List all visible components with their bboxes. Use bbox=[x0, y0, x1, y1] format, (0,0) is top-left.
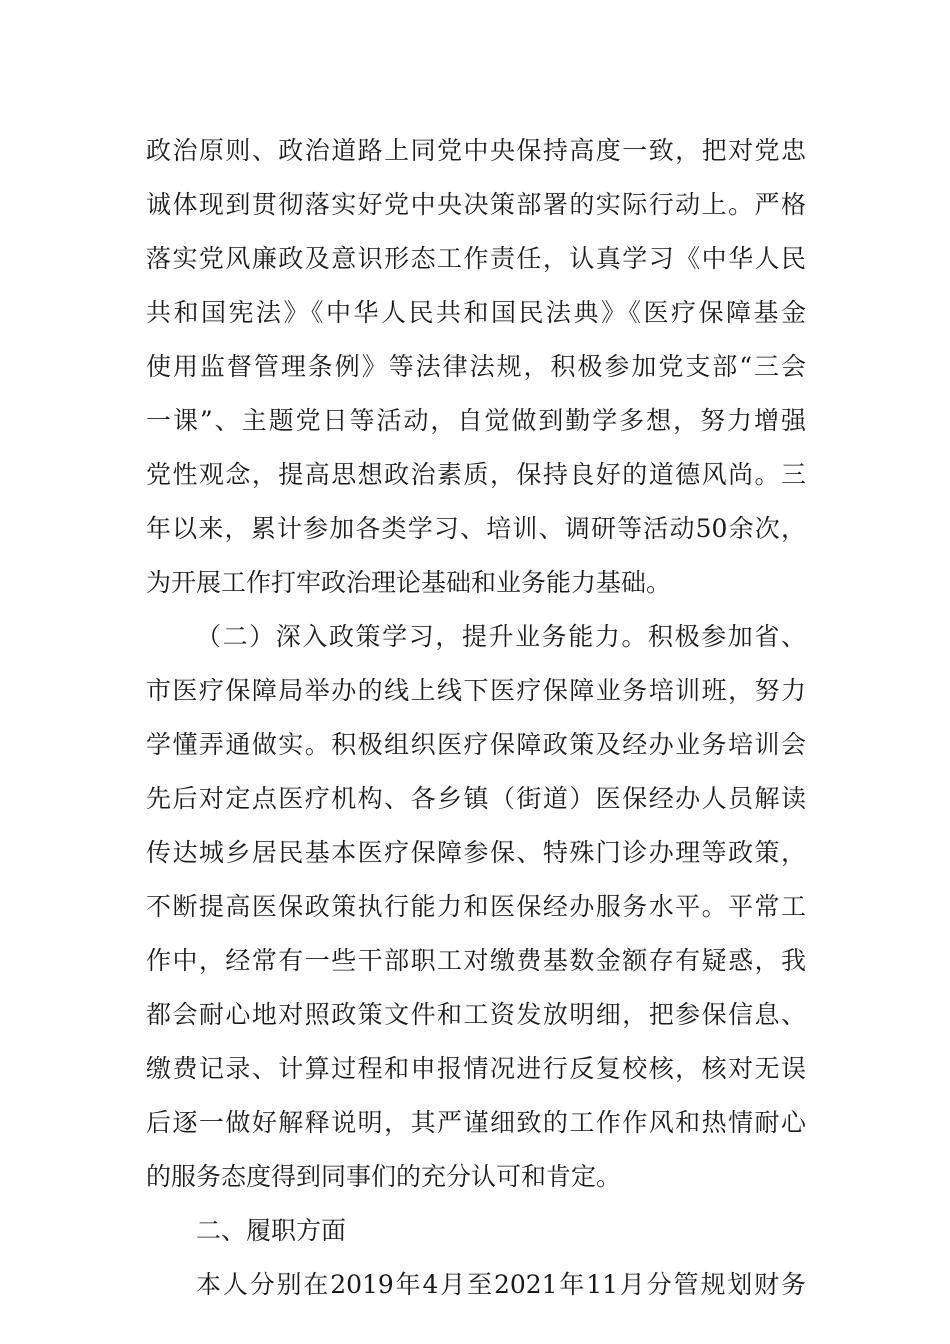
paragraph-line: 落实党风廉政及意识形态工作责任，认真学习《中华人民 bbox=[146, 244, 806, 273]
section-heading: 二、履职方面 bbox=[196, 1216, 347, 1245]
paragraph-line: 为开展工作打牢政治理论基础和业务能力基础。 bbox=[146, 568, 672, 597]
paragraph-line: 共和国宪法》《中华人民共和国民法典》《医疗保障基金 bbox=[146, 298, 806, 327]
section-heading-line: （二）深入政策学习，提升业务能力。积极参加省、 bbox=[196, 622, 806, 651]
paragraph-line: 年以来，累计参加各类学习、培训、调研等活动50余次， bbox=[146, 514, 806, 543]
paragraph-line: 传达城乡居民基本医疗保障参保、特殊门诊办理等政策， bbox=[146, 838, 806, 867]
paragraph-line: 缴费记录、计算过程和申报情况进行反复校核，核对无误 bbox=[146, 1054, 806, 1083]
paragraph-line: 先后对定点医疗机构、各乡镇（街道）医保经办人员解读 bbox=[146, 784, 806, 813]
paragraph-line: 学懂弄通做实。积极组织医疗保障政策及经办业务培训会 bbox=[146, 730, 806, 759]
paragraph-line: 政治原则、政治道路上同党中央保持高度一致，把对党忠 bbox=[146, 136, 806, 165]
paragraph-line: 都会耐心地对照政策文件和工资发放明细，把参保信息、 bbox=[146, 1000, 806, 1029]
paragraph-line: 后逐一做好解释说明，其严谨细致的工作作风和热情耐心 bbox=[146, 1108, 806, 1137]
paragraph-line: 一课”、主题党日等活动，自觉做到勤学多想，努力增强 bbox=[146, 406, 806, 435]
paragraph-line: 的服务态度得到同事们的充分认可和肯定。 bbox=[146, 1162, 622, 1191]
paragraph-line: 市医疗保障局举办的线上线下医疗保障业务培训班，努力 bbox=[146, 676, 806, 705]
paragraph-line: 诚体现到贯彻落实好党中央决策部署的实际行动上。严格 bbox=[146, 190, 806, 219]
paragraph-line: 本人分别在2019年4月至2021年11月分管规划财务 bbox=[196, 1270, 806, 1299]
paragraph-line: 不断提高医保政策执行能力和医保经办服务水平。平常工 bbox=[146, 892, 806, 921]
paragraph-line: 党性观念，提高思想政治素质，保持良好的道德风尚。三 bbox=[146, 460, 806, 489]
paragraph-line: 使用监督管理条例》等法律法规，积极参加党支部“三会 bbox=[146, 352, 806, 381]
paragraph-line: 作中，经常有一些干部职工对缴费基数金额存有疑惑，我 bbox=[146, 946, 806, 975]
